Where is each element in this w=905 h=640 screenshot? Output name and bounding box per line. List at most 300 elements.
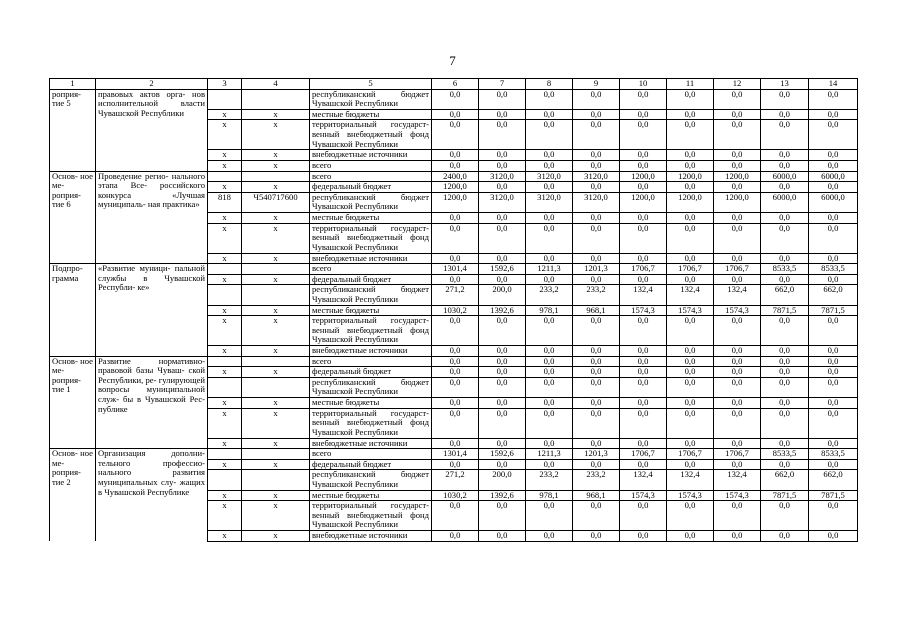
amount-cell: 0,0 (432, 501, 479, 531)
amount-cell: 8533,5 (761, 264, 809, 275)
budget-classification-code: x (242, 150, 310, 161)
amount-cell: 0,0 (809, 274, 858, 285)
amount-cell: 0,0 (620, 182, 667, 193)
column-number-5: 5 (310, 79, 432, 90)
amount-cell: 132,4 (620, 470, 667, 490)
amount-cell: 0,0 (667, 459, 714, 470)
amount-cell: 0,0 (432, 408, 479, 438)
budget-classification-code: x (242, 501, 310, 531)
amount-cell: 3120,0 (479, 192, 526, 212)
executor-code: x (208, 305, 242, 316)
amount-cell: 0,0 (573, 223, 620, 253)
amount-cell: 1200,0 (432, 192, 479, 212)
amount-cell: 0,0 (479, 356, 526, 367)
column-number-11: 11 (667, 79, 714, 90)
budget-classification-code (242, 89, 310, 109)
amount-cell: 0,0 (809, 367, 858, 378)
funding-source: местные бюджеты (310, 305, 432, 316)
column-number-9: 9 (573, 79, 620, 90)
amount-cell: 0,0 (432, 274, 479, 285)
amount-cell: 1201,3 (573, 449, 620, 460)
executor-code: x (208, 109, 242, 120)
table-row (50, 89, 858, 109)
amount-cell: 0,0 (573, 356, 620, 367)
executor-code: x (208, 346, 242, 357)
amount-cell: 0,0 (479, 212, 526, 223)
amount-cell: 0,0 (714, 223, 761, 253)
amount-cell: 0,0 (809, 89, 858, 109)
amount-cell: 1392,6 (479, 490, 526, 501)
amount-cell: 0,0 (573, 377, 620, 397)
amount-cell: 0,0 (667, 408, 714, 438)
amount-cell: 0,0 (714, 501, 761, 531)
budget-classification-code: Ч540717600 (242, 192, 310, 212)
amount-cell: 0,0 (620, 501, 667, 531)
amount-cell: 0,0 (714, 356, 761, 367)
amount-cell: 1574,3 (620, 305, 667, 316)
amount-cell: 0,0 (714, 89, 761, 109)
amount-cell: 0,0 (667, 182, 714, 193)
executor-code: x (208, 438, 242, 449)
amount-cell: 0,0 (809, 212, 858, 223)
column-number-14: 14 (809, 79, 858, 90)
budget-classification-code: x (242, 182, 310, 193)
amount-cell: 0,0 (479, 398, 526, 409)
amount-cell: 0,0 (479, 346, 526, 357)
amount-cell: 0,0 (761, 253, 809, 264)
amount-cell: 1211,3 (526, 264, 573, 275)
amount-cell: 0,0 (432, 398, 479, 409)
budget-classification-code: x (242, 212, 310, 223)
amount-cell: 3120,0 (526, 171, 573, 182)
executor-code: x (208, 223, 242, 253)
amount-cell: 0,0 (620, 212, 667, 223)
amount-cell: 0,0 (620, 89, 667, 109)
activity-title: Организация дополни- тельного профессио- нального развития муниципальных слу- жащих в Чувашской Республике (96, 449, 208, 542)
budget-classification-code: x (242, 109, 310, 120)
executor-code: x (208, 531, 242, 542)
amount-cell: 1301,4 (432, 264, 479, 275)
amount-cell: 1030,2 (432, 490, 479, 501)
budget-classification-code: x (242, 120, 310, 150)
amount-cell: 0,0 (809, 356, 858, 367)
amount-cell: 233,2 (526, 470, 573, 490)
amount-cell: 0,0 (573, 346, 620, 357)
budget-classification-code (242, 356, 310, 367)
amount-cell: 0,0 (432, 120, 479, 150)
amount-cell: 0,0 (479, 377, 526, 397)
amount-cell: 0,0 (761, 160, 809, 171)
funding-source: республиканский бюджет Чувашской Республики (310, 470, 432, 490)
amount-cell: 0,0 (714, 346, 761, 357)
amount-cell: 7871,5 (761, 305, 809, 316)
amount-cell: 0,0 (809, 346, 858, 357)
amount-cell: 2400,0 (432, 171, 479, 182)
funding-source: всего (310, 264, 432, 275)
amount-cell: 1200,0 (667, 171, 714, 182)
amount-cell: 132,4 (667, 285, 714, 305)
executor-code: x (208, 212, 242, 223)
amount-cell: 1592,6 (479, 264, 526, 275)
amount-cell: 0,0 (573, 109, 620, 120)
budget-classification-code (242, 449, 310, 460)
amount-cell: 1574,3 (667, 490, 714, 501)
amount-cell: 0,0 (667, 377, 714, 397)
amount-cell: 0,0 (573, 438, 620, 449)
amount-cell: 0,0 (809, 408, 858, 438)
amount-cell: 1706,7 (714, 449, 761, 460)
activity-label: Основ- ное ме- роприя- тие 2 (50, 449, 96, 542)
amount-cell: 6000,0 (809, 192, 858, 212)
funding-source: территориальный государст- венный внебюджетный фонд Чувашской Республики (310, 408, 432, 438)
amount-cell: 0,0 (479, 274, 526, 285)
amount-cell: 0,0 (620, 316, 667, 346)
table-row (50, 264, 858, 275)
amount-cell: 1574,3 (620, 490, 667, 501)
amount-cell: 1030,2 (432, 305, 479, 316)
executor-code (208, 377, 242, 397)
amount-cell: 0,0 (432, 346, 479, 357)
amount-cell: 3120,0 (479, 171, 526, 182)
amount-cell: 0,0 (667, 398, 714, 409)
column-number-7: 7 (479, 79, 526, 90)
activity-title: Развитие нормативно- правовой базы Чуваш- ской Республики, ре- гулирующей вопросы муниципальной служ- бы в Чувашской Рес- публике (96, 356, 208, 449)
funding-source: республиканский бюджет Чувашской Республики (310, 377, 432, 397)
amount-cell: 1201,3 (573, 264, 620, 275)
amount-cell: 1200,0 (667, 192, 714, 212)
amount-cell: 0,0 (573, 160, 620, 171)
amount-cell: 0,0 (761, 182, 809, 193)
executor-code (208, 89, 242, 109)
budget-classification-code: x (242, 316, 310, 346)
amount-cell: 0,0 (809, 438, 858, 449)
budget-classification-code: x (242, 253, 310, 264)
executor-code: 818 (208, 192, 242, 212)
amount-cell: 0,0 (526, 531, 573, 542)
funding-source: республиканский бюджет Чувашской Республики (310, 285, 432, 305)
amount-cell: 0,0 (761, 398, 809, 409)
amount-cell: 0,0 (714, 253, 761, 264)
amount-cell: 0,0 (573, 89, 620, 109)
amount-cell: 0,0 (432, 160, 479, 171)
amount-cell: 0,0 (432, 367, 479, 378)
amount-cell: 0,0 (667, 253, 714, 264)
funding-source: внебюджетные источники (310, 150, 432, 161)
amount-cell: 662,0 (761, 285, 809, 305)
amount-cell: 6000,0 (761, 171, 809, 182)
amount-cell: 3120,0 (573, 192, 620, 212)
amount-cell: 0,0 (620, 459, 667, 470)
amount-cell: 0,0 (432, 356, 479, 367)
amount-cell: 1706,7 (667, 264, 714, 275)
budget-classification-code: x (242, 459, 310, 470)
amount-cell: 0,0 (714, 531, 761, 542)
amount-cell: 1200,0 (620, 192, 667, 212)
executor-code: x (208, 459, 242, 470)
amount-cell: 0,0 (809, 120, 858, 150)
amount-cell: 0,0 (761, 367, 809, 378)
funding-source: местные бюджеты (310, 109, 432, 120)
amount-cell: 6000,0 (809, 171, 858, 182)
amount-cell: 0,0 (620, 398, 667, 409)
column-number-3: 3 (208, 79, 242, 90)
executor-code (208, 285, 242, 305)
table-row (50, 171, 858, 182)
amount-cell: 0,0 (526, 316, 573, 346)
amount-cell: 0,0 (479, 182, 526, 193)
amount-cell: 0,0 (432, 377, 479, 397)
amount-cell: 0,0 (761, 212, 809, 223)
executor-code: x (208, 367, 242, 378)
amount-cell: 0,0 (667, 160, 714, 171)
column-number-13: 13 (761, 79, 809, 90)
amount-cell: 271,2 (432, 470, 479, 490)
funding-source: территориальный государст- венный внебюджетный фонд Чувашской Республики (310, 316, 432, 346)
budget-classification-code: x (242, 531, 310, 542)
amount-cell: 1592,6 (479, 449, 526, 460)
amount-cell: 233,2 (573, 285, 620, 305)
funding-source: местные бюджеты (310, 490, 432, 501)
column-number-4: 4 (242, 79, 310, 90)
amount-cell: 0,0 (526, 109, 573, 120)
amount-cell: 0,0 (809, 398, 858, 409)
amount-cell: 0,0 (432, 438, 479, 449)
amount-cell: 8533,5 (761, 449, 809, 460)
amount-cell: 0,0 (526, 253, 573, 264)
amount-cell: 0,0 (479, 459, 526, 470)
funding-source: внебюджетные источники (310, 531, 432, 542)
amount-cell: 0,0 (432, 223, 479, 253)
amount-cell: 0,0 (809, 531, 858, 542)
executor-code (208, 264, 242, 275)
amount-cell: 0,0 (526, 212, 573, 223)
amount-cell: 0,0 (573, 398, 620, 409)
amount-cell: 8533,5 (809, 449, 858, 460)
funding-source: территориальный государст- венный внебюджетный фонд Чувашской Республики (310, 223, 432, 253)
amount-cell: 0,0 (667, 223, 714, 253)
amount-cell: 0,0 (667, 150, 714, 161)
budget-classification-code: x (242, 367, 310, 378)
amount-cell: 0,0 (714, 367, 761, 378)
amount-cell: 0,0 (526, 408, 573, 438)
budget-classification-code: x (242, 223, 310, 253)
funding-source: территориальный государст- венный внебюджетный фонд Чувашской Республики (310, 501, 432, 531)
amount-cell: 0,0 (526, 398, 573, 409)
amount-cell: 0,0 (714, 120, 761, 150)
amount-cell: 0,0 (620, 160, 667, 171)
amount-cell: 1706,7 (620, 449, 667, 460)
amount-cell: 0,0 (761, 120, 809, 150)
budget-classification-code: x (242, 305, 310, 316)
amount-cell: 0,0 (526, 120, 573, 150)
table-row (50, 356, 858, 367)
amount-cell: 7871,5 (809, 490, 858, 501)
amount-cell: 1574,3 (667, 305, 714, 316)
budget-classification-code (242, 171, 310, 182)
amount-cell: 0,0 (667, 367, 714, 378)
amount-cell: 0,0 (714, 377, 761, 397)
amount-cell: 0,0 (667, 120, 714, 150)
amount-cell: 662,0 (809, 470, 858, 490)
executor-code (208, 470, 242, 490)
amount-cell: 0,0 (667, 356, 714, 367)
amount-cell: 0,0 (432, 316, 479, 346)
amount-cell: 233,2 (573, 470, 620, 490)
amount-cell: 0,0 (714, 316, 761, 346)
amount-cell: 0,0 (479, 501, 526, 531)
budget-classification-code: x (242, 346, 310, 357)
funding-source: всего (310, 449, 432, 460)
executor-code: x (208, 120, 242, 150)
amount-cell: 0,0 (526, 377, 573, 397)
amount-cell: 0,0 (714, 182, 761, 193)
amount-cell: 0,0 (667, 89, 714, 109)
amount-cell: 0,0 (809, 377, 858, 397)
amount-cell: 0,0 (667, 109, 714, 120)
amount-cell: 132,4 (714, 285, 761, 305)
amount-cell: 1211,3 (526, 449, 573, 460)
amount-cell: 0,0 (809, 459, 858, 470)
funding-source: внебюджетные источники (310, 253, 432, 264)
amount-cell: 0,0 (620, 150, 667, 161)
amount-cell: 0,0 (526, 150, 573, 161)
amount-cell: 0,0 (573, 459, 620, 470)
amount-cell: 0,0 (620, 438, 667, 449)
amount-cell: 0,0 (479, 531, 526, 542)
amount-cell: 0,0 (479, 150, 526, 161)
funding-source: внебюджетные источники (310, 438, 432, 449)
amount-cell: 200,0 (479, 285, 526, 305)
budget-classification-code: x (242, 490, 310, 501)
amount-cell: 0,0 (761, 109, 809, 120)
amount-cell: 1574,3 (714, 490, 761, 501)
amount-cell: 132,4 (714, 470, 761, 490)
budget-classification-code: x (242, 438, 310, 449)
budget-classification-code (242, 377, 310, 397)
amount-cell: 0,0 (667, 316, 714, 346)
funding-source: всего (310, 171, 432, 182)
amount-cell: 0,0 (714, 109, 761, 120)
amount-cell: 0,0 (479, 223, 526, 253)
amount-cell: 0,0 (526, 274, 573, 285)
funding-source: территориальный государст- венный внебюджетный фонд Чувашской Республики (310, 120, 432, 150)
amount-cell: 0,0 (526, 223, 573, 253)
table-row (50, 449, 858, 460)
column-number-6: 6 (432, 79, 479, 90)
amount-cell: 0,0 (761, 150, 809, 161)
amount-cell: 0,0 (479, 253, 526, 264)
executor-code: x (208, 316, 242, 346)
amount-cell: 0,0 (667, 346, 714, 357)
amount-cell: 0,0 (573, 408, 620, 438)
amount-cell: 0,0 (714, 160, 761, 171)
amount-cell: 0,0 (667, 531, 714, 542)
amount-cell: 0,0 (479, 89, 526, 109)
amount-cell: 0,0 (620, 253, 667, 264)
amount-cell: 978,1 (526, 305, 573, 316)
amount-cell: 0,0 (573, 212, 620, 223)
funding-source: федеральный бюджет (310, 367, 432, 378)
amount-cell: 968,1 (573, 490, 620, 501)
budget-classification-code: x (242, 274, 310, 285)
column-number-8: 8 (526, 79, 573, 90)
amount-cell: 132,4 (620, 285, 667, 305)
executor-code: x (208, 501, 242, 531)
amount-cell: 0,0 (809, 501, 858, 531)
amount-cell: 0,0 (761, 377, 809, 397)
amount-cell: 0,0 (620, 120, 667, 150)
amount-cell: 0,0 (432, 150, 479, 161)
amount-cell: 0,0 (620, 346, 667, 357)
amount-cell: 0,0 (667, 274, 714, 285)
amount-cell: 0,0 (761, 438, 809, 449)
amount-cell: 0,0 (479, 367, 526, 378)
amount-cell: 1706,7 (667, 449, 714, 460)
amount-cell: 1200,0 (432, 182, 479, 193)
amount-cell: 0,0 (667, 501, 714, 531)
column-number-10: 10 (620, 79, 667, 90)
amount-cell: 0,0 (761, 356, 809, 367)
amount-cell: 0,0 (526, 346, 573, 357)
amount-cell: 0,0 (761, 531, 809, 542)
budget-classification-code (242, 264, 310, 275)
amount-cell: 0,0 (432, 212, 479, 223)
budget-classification-code (242, 470, 310, 490)
amount-cell: 1200,0 (714, 171, 761, 182)
amount-cell: 0,0 (432, 89, 479, 109)
funding-source: республиканский бюджет Чувашской Республики (310, 89, 432, 109)
budget-classification-code: x (242, 160, 310, 171)
table-body (50, 79, 858, 542)
amount-cell: 0,0 (573, 531, 620, 542)
amount-cell: 0,0 (620, 223, 667, 253)
amount-cell: 0,0 (573, 274, 620, 285)
executor-code: x (208, 182, 242, 193)
amount-cell: 0,0 (620, 109, 667, 120)
amount-cell: 0,0 (526, 182, 573, 193)
executor-code: x (208, 490, 242, 501)
amount-cell: 0,0 (573, 120, 620, 150)
amount-cell: 0,0 (479, 408, 526, 438)
amount-cell: 0,0 (667, 212, 714, 223)
amount-cell: 0,0 (809, 316, 858, 346)
amount-cell: 0,0 (809, 253, 858, 264)
amount-cell: 0,0 (809, 150, 858, 161)
activity-title: правовых актов орга- нов исполнительной власти Чувашской Республики (96, 89, 208, 171)
amount-cell: 0,0 (573, 316, 620, 346)
amount-cell: 0,0 (761, 459, 809, 470)
executor-code: x (208, 274, 242, 285)
amount-cell: 0,0 (809, 109, 858, 120)
budget-classification-code: x (242, 398, 310, 409)
funding-source: федеральный бюджет (310, 459, 432, 470)
amount-cell: 7871,5 (761, 490, 809, 501)
amount-cell: 0,0 (573, 182, 620, 193)
amount-cell: 0,0 (573, 367, 620, 378)
amount-cell: 0,0 (761, 316, 809, 346)
amount-cell: 0,0 (620, 274, 667, 285)
activity-title: «Развитие муници- пальной службы в Чувашской Республи- ке» (96, 264, 208, 357)
amount-cell: 0,0 (761, 501, 809, 531)
amount-cell: 0,0 (761, 408, 809, 438)
amount-cell: 1301,4 (432, 449, 479, 460)
amount-cell: 0,0 (620, 367, 667, 378)
amount-cell: 0,0 (714, 398, 761, 409)
amount-cell: 0,0 (526, 367, 573, 378)
amount-cell: 0,0 (479, 438, 526, 449)
amount-cell: 8533,5 (809, 264, 858, 275)
amount-cell: 233,2 (526, 285, 573, 305)
